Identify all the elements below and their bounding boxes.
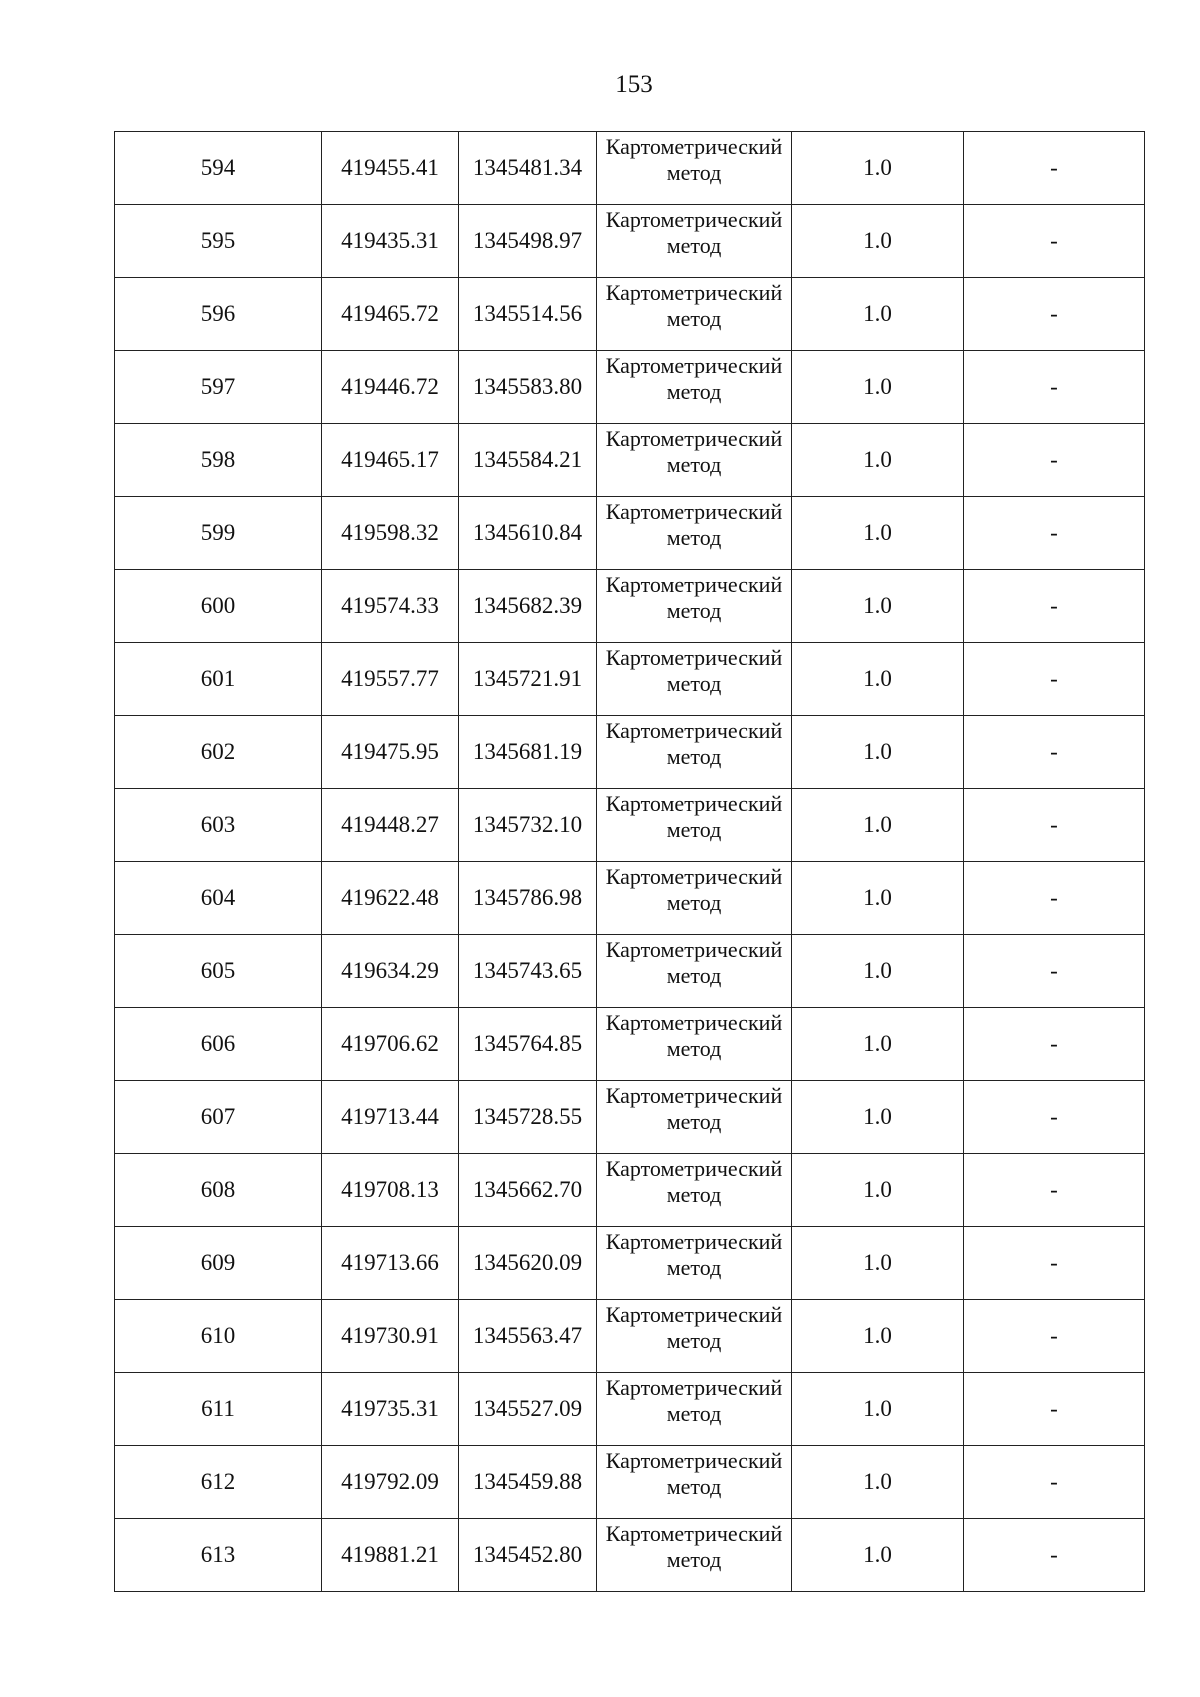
accuracy-cell: 1.0 [792,1373,964,1446]
table-row [115,643,1145,716]
method-cell [597,1446,792,1519]
method-cell [597,1154,792,1227]
method-line-2: метод [666,1255,722,1280]
accuracy-cell: 1.0 [792,497,964,570]
x-coordinate-cell: 419475.95 [322,716,459,789]
accuracy-cell: 1.0 [792,716,964,789]
accuracy-cell: 1.0 [792,1008,964,1081]
method-cell [597,497,792,570]
note-cell: - [964,351,1145,424]
point-number-cell: 598 [115,424,322,497]
point-number-cell: 595 [115,205,322,278]
table-row [115,570,1145,643]
method-cell [597,424,792,497]
method-cell [597,132,792,205]
note-cell: - [964,1008,1145,1081]
method-line-1: Картометрический [605,426,783,451]
method-line-2: метод [666,744,722,769]
method-line-1: Картометрический [605,572,783,597]
method-line-1: Картометрический [605,280,783,305]
x-coordinate-cell: 419634.29 [322,935,459,1008]
table-row [115,497,1145,570]
x-coordinate-cell: 419446.72 [322,351,459,424]
table-row [115,1227,1145,1300]
x-coordinate-cell: 419465.72 [322,278,459,351]
accuracy-cell: 1.0 [792,643,964,716]
y-coordinate-cell: 1345583.80 [459,351,597,424]
method-cell [597,1519,792,1592]
method-line-1: Картометрический [605,1010,783,1035]
note-cell: - [964,570,1145,643]
note-cell: - [964,278,1145,351]
x-coordinate-cell: 419881.21 [322,1519,459,1592]
y-coordinate-cell: 1345681.19 [459,716,597,789]
point-number-cell: 609 [115,1227,322,1300]
x-coordinate-cell: 419557.77 [322,643,459,716]
point-number-cell: 606 [115,1008,322,1081]
method-line-2: метод [666,1547,722,1572]
method-cell [597,789,792,862]
note-cell: - [964,1446,1145,1519]
point-number-cell: 603 [115,789,322,862]
note-cell: - [964,1300,1145,1373]
method-line-2: метод [666,817,722,842]
accuracy-cell: 1.0 [792,132,964,205]
method-cell [597,716,792,789]
table-row [115,1446,1145,1519]
accuracy-cell: 1.0 [792,1154,964,1227]
x-coordinate-cell: 419708.13 [322,1154,459,1227]
x-coordinate-cell: 419435.31 [322,205,459,278]
point-number-cell: 594 [115,132,322,205]
point-number-cell: 611 [115,1373,322,1446]
method-cell [597,935,792,1008]
method-line-1: Картометрический [605,1375,783,1400]
table-row [115,1373,1145,1446]
method-line-2: метод [666,1109,722,1134]
accuracy-cell: 1.0 [792,789,964,862]
x-coordinate-cell: 419574.33 [322,570,459,643]
y-coordinate-cell: 1345459.88 [459,1446,597,1519]
x-coordinate-cell: 419713.44 [322,1081,459,1154]
y-coordinate-cell: 1345620.09 [459,1227,597,1300]
table-body [115,132,1145,1592]
method-line-1: Картометрический [605,1302,783,1327]
point-number-cell: 604 [115,862,322,935]
note-cell: - [964,205,1145,278]
method-line-1: Картометрический [605,1083,783,1108]
y-coordinate-cell: 1345764.85 [459,1008,597,1081]
table-row [115,789,1145,862]
method-cell [597,1227,792,1300]
accuracy-cell: 1.0 [792,1446,964,1519]
y-coordinate-cell: 1345732.10 [459,789,597,862]
note-cell: - [964,935,1145,1008]
method-cell [597,278,792,351]
note-cell: - [964,497,1145,570]
method-cell [597,1081,792,1154]
method-line-1: Картометрический [605,499,783,524]
method-line-1: Картометрический [605,353,783,378]
method-line-2: метод [666,452,722,477]
table-row [115,1300,1145,1373]
method-cell [597,1300,792,1373]
x-coordinate-cell: 419792.09 [322,1446,459,1519]
point-number-cell: 601 [115,643,322,716]
method-line-1: Картометрический [605,1229,783,1254]
method-line-1: Картометрический [605,864,783,889]
point-number-cell: 597 [115,351,322,424]
y-coordinate-cell: 1345682.39 [459,570,597,643]
method-cell [597,862,792,935]
method-line-1: Картометрический [605,207,783,232]
method-line-2: метод [666,233,722,258]
table-row [115,1154,1145,1227]
method-line-1: Картометрический [605,1521,783,1546]
y-coordinate-cell: 1345514.56 [459,278,597,351]
point-number-cell: 610 [115,1300,322,1373]
method-line-2: метод [666,1474,722,1499]
table-row [115,1008,1145,1081]
table-row [115,278,1145,351]
note-cell: - [964,716,1145,789]
method-cell [597,1373,792,1446]
x-coordinate-cell: 419598.32 [322,497,459,570]
method-cell [597,643,792,716]
y-coordinate-cell: 1345743.65 [459,935,597,1008]
x-coordinate-cell: 419465.17 [322,424,459,497]
method-line-2: метод [666,1401,722,1426]
point-number-cell: 600 [115,570,322,643]
point-number-cell: 612 [115,1446,322,1519]
table-row [115,424,1145,497]
method-line-2: метод [666,306,722,331]
method-line-2: метод [666,598,722,623]
point-number-cell: 608 [115,1154,322,1227]
accuracy-cell: 1.0 [792,278,964,351]
accuracy-cell: 1.0 [792,570,964,643]
x-coordinate-cell: 419622.48 [322,862,459,935]
point-number-cell: 605 [115,935,322,1008]
coordinates-table [114,131,1145,1592]
table-row [115,1519,1145,1592]
x-coordinate-cell: 419735.31 [322,1373,459,1446]
point-number-cell: 599 [115,497,322,570]
method-cell [597,351,792,424]
table-row [115,935,1145,1008]
method-line-2: метод [666,1182,722,1207]
method-line-1: Картометрический [605,718,783,743]
accuracy-cell: 1.0 [792,205,964,278]
table-row [115,205,1145,278]
y-coordinate-cell: 1345728.55 [459,1081,597,1154]
y-coordinate-cell: 1345662.70 [459,1154,597,1227]
table-row [115,351,1145,424]
note-cell: - [964,1519,1145,1592]
point-number-cell: 613 [115,1519,322,1592]
accuracy-cell: 1.0 [792,935,964,1008]
accuracy-cell: 1.0 [792,424,964,497]
method-line-2: метод [666,890,722,915]
accuracy-cell: 1.0 [792,1227,964,1300]
accuracy-cell: 1.0 [792,1519,964,1592]
method-line-2: метод [666,1328,722,1353]
method-cell [597,570,792,643]
x-coordinate-cell: 419455.41 [322,132,459,205]
y-coordinate-cell: 1345563.47 [459,1300,597,1373]
x-coordinate-cell: 419713.66 [322,1227,459,1300]
y-coordinate-cell: 1345527.09 [459,1373,597,1446]
table-row [115,1081,1145,1154]
point-number-cell: 596 [115,278,322,351]
y-coordinate-cell: 1345584.21 [459,424,597,497]
note-cell: - [964,789,1145,862]
method-line-1: Картометрический [605,645,783,670]
y-coordinate-cell: 1345610.84 [459,497,597,570]
accuracy-cell: 1.0 [792,1300,964,1373]
method-line-1: Картометрический [605,1448,783,1473]
table-row [115,716,1145,789]
method-line-2: метод [666,525,722,550]
method-line-2: метод [666,1036,722,1061]
page-number: 153 [615,71,653,98]
method-line-1: Картометрический [605,134,783,159]
method-cell [597,1008,792,1081]
x-coordinate-cell: 419730.91 [322,1300,459,1373]
note-cell: - [964,862,1145,935]
y-coordinate-cell: 1345452.80 [459,1519,597,1592]
method-line-1: Картометрический [605,1156,783,1181]
table-row [115,132,1145,205]
note-cell: - [964,1081,1145,1154]
note-cell: - [964,1227,1145,1300]
x-coordinate-cell: 419706.62 [322,1008,459,1081]
y-coordinate-cell: 1345786.98 [459,862,597,935]
point-number-cell: 607 [115,1081,322,1154]
note-cell: - [964,1373,1145,1446]
y-coordinate-cell: 1345721.91 [459,643,597,716]
note-cell: - [964,424,1145,497]
method-line-1: Картометрический [605,937,783,962]
method-line-2: метод [666,671,722,696]
accuracy-cell: 1.0 [792,1081,964,1154]
method-line-2: метод [666,963,722,988]
accuracy-cell: 1.0 [792,351,964,424]
point-number-cell: 602 [115,716,322,789]
table-row [115,862,1145,935]
note-cell: - [964,1154,1145,1227]
method-line-1: Картометрический [605,791,783,816]
note-cell: - [964,132,1145,205]
y-coordinate-cell: 1345481.34 [459,132,597,205]
method-line-2: метод [666,379,722,404]
note-cell: - [964,643,1145,716]
x-coordinate-cell: 419448.27 [322,789,459,862]
method-line-2: метод [666,160,722,185]
accuracy-cell: 1.0 [792,862,964,935]
method-cell [597,205,792,278]
y-coordinate-cell: 1345498.97 [459,205,597,278]
